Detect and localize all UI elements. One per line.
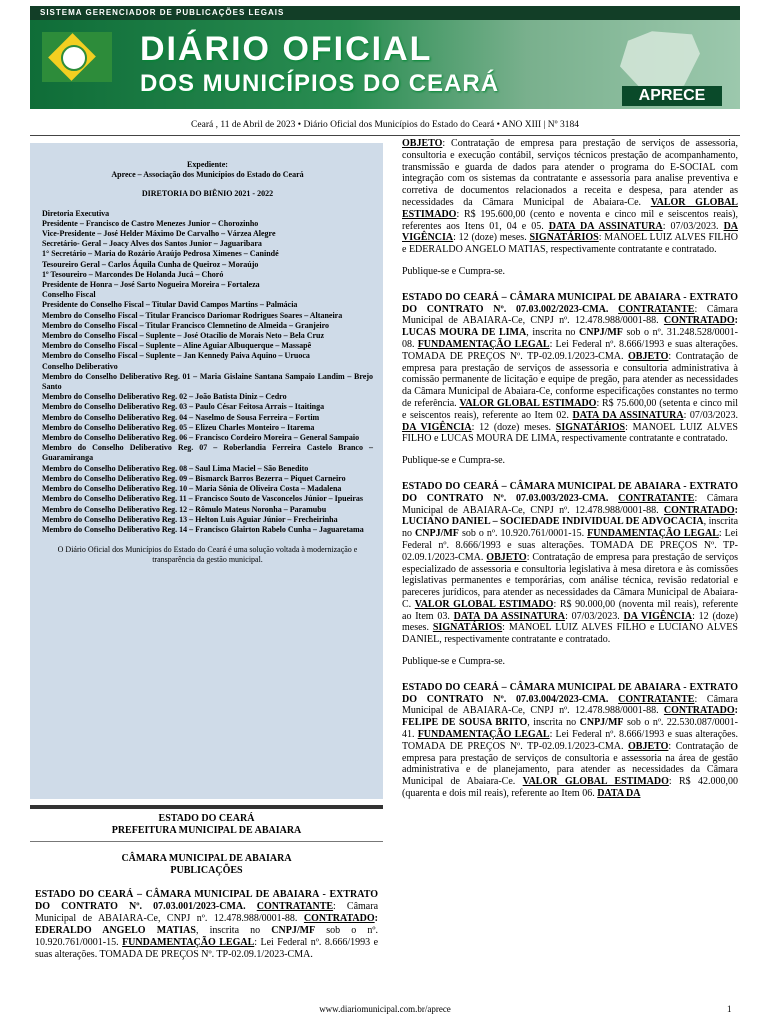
expediente-line: Membro do Conselho Deliberativo Reg. 01 – Maria Gislaine Santana Sampaio Landim – Brejo Santo [42,371,373,392]
label-vigencia: DA VIGÊNCIA [402,220,739,244]
flag-circle [61,45,87,71]
contratado-name: : FELIPE DE SOUSA BRITO [402,705,738,729]
text: sob o nº. 31.248.528/0001-08. [402,327,739,350]
issue-header: Ceará , 11 de Abril de 2023 • Diário Oficial dos Municípios do Estado do Ceará • ANO XIII | Nº 3184 [191,120,579,130]
banner-subtitle: DOS MUNICÍPIOS DO CEARÁ [140,70,500,97]
label-fundamentacao: FUNDAMENTAÇÃO LEGAL [417,338,550,350]
expediente-line: Membro do Conselho Deliberativo Reg. 14 – Francisco Glairton Rabelo Cunha – Jaguaretama [42,524,364,534]
publique-3: Publique-se e Cumpra-se. [402,656,506,668]
extrato-head: ESTADO DO CEARÁ – CÂMARA MUNICIPAL DE ABAIARA - EXTRATO DO CONTRATO Nº. 07.03.004/2023-CMA. [402,681,738,705]
label-valor: VALOR GLOBAL ESTIMADO [459,397,597,409]
expediente-line: Secretário- Geral – Joacy Alves dos Santos Junior – Jaguaribara [42,239,262,249]
expediente-line: Conselho Fiscal [42,290,96,300]
label-data: DATA DA ASSINATURA [453,610,566,622]
text: : Câmara Municipal de ABAIARA-Ce, CNPJ nº. 12.478.988/0001-88. [402,693,738,717]
text: : 07/03/2023. [662,220,724,232]
label-cnpj: CNPJ/MF [579,327,623,339]
label-contratante: CONTRATANTE [256,901,334,912]
left-column-body [35,853,378,971]
publicacoes-title: PUBLICAÇÕES [170,865,243,876]
label-objeto: OBJETO [486,551,527,563]
label-contratante: CONTRATANTE [618,303,695,315]
label-vigencia: DA VIGÊNCIA [623,610,693,622]
expediente-org: Aprece – Associação dos Municípios do Estado do Ceará [111,170,304,180]
label-signatarios: SIGNATÁRIOS [529,232,599,244]
expediente-line: Membro do Conselho Deliberativo Reg. 10 – Maria Sônia de Oliveira Costa – Madalena [42,484,342,494]
label-contratante: CONTRATANTE [618,693,695,705]
publique-1: Publique-se e Cumpra-se. [402,265,506,277]
section-header [30,805,383,842]
text: : R$ 42.000,00 (quarenta e dois mil reais), referente ao Item 06. [402,776,739,800]
expediente-list [42,209,373,536]
right-column [402,138,738,810]
label-objeto: OBJETO [402,138,443,149]
expediente-line: Diretoria Executiva [42,208,110,218]
expediente-line: Presidente – Francisco de Castro Menezes Junior – Chorozinho [42,218,259,228]
text: : Câmara Municipal de ABAIARA-Ce, CNPJ nº. 12.478.988/0001-88. [35,901,379,924]
footer-url[interactable]: www.diariomunicipal.com.br/aprece [319,1004,451,1014]
label-vigencia: DA VIGÊNCIA [402,421,472,433]
banner-top-text: SISTEMA GERENCIADOR DE PUBLICAÇÕES LEGAIS [30,6,740,20]
masthead-banner [30,6,740,109]
text: : Lei Federal nº. 8.666/1993 e suas alterações. TOMADA DE PREÇOS Nº. TP-02.09.1/2023-CMA. [402,528,738,563]
text: : Contratação de empresa para prestação de serviços de assessoria, consultoria e execução contábil, serviços técnicos prestação de acompanhamento, transmissão e guarda de dados para atender o programa do E-SOCIAL com integração com os sistemas da contratante e assessoria para analise preventiva e corretiva de documentos relacionados a receita e despesa, para atender as necessidades da Câmara Municipal de Abaiara-Ce. [402,138,738,208]
text: : MANOEL LUIZ ALVES FILHO e LUCIANO ALVES DANIEL, respectivamente contratante e contratado. [402,622,738,646]
expediente-line: 1° Secretário – Maria do Rozário Araújo Pedrosa Ximenes – Canindé [42,249,279,259]
expediente-line: Membro do Conselho Deliberativo Reg. 03 – Paulo César Feitosa Arrais – Itaitinga [42,402,325,412]
text: : Lei Federal nº. 8.666/1993 e suas alterações. TOMADA DE PREÇOS Nº. TP-02.09.1/2023-CMA. [402,729,738,752]
contratado-name: : EDERALDO ANGELO MATIAS [35,913,378,936]
aprece-logo: APRECE [622,86,722,106]
label-contratado: CONTRATADO [663,705,735,717]
label-valor: VALOR GLOBAL ESTIMADO [402,196,738,220]
text: : 12 (doze) meses. [402,610,738,634]
contratado-name: : LUCIANO DANIEL – SOCIEDADE INDIVIDUAL DE ADVOCACIA [402,504,738,528]
text: sob o nº. 10.920.761/0001-15. [458,528,588,540]
section-state: ESTADO DO CEARÁ [158,813,255,824]
expediente-line: Membro do Conselho Fiscal – Suplente – José Otacílio de Morais Neto – Bela Cruz [42,331,325,341]
expediente-diretoria: DIRETORIA DO BIÊNIO 2021 - 2022 [141,189,274,199]
label-signatarios: SIGNATÁRIOS [555,421,626,433]
label-contratante: CONTRATANTE [618,492,695,504]
expediente-line: Membro do Conselho Deliberativo Reg. 08 – Saul Lima Maciel – São Benedito [42,463,309,473]
label-contratado: CONTRATADO [663,504,735,516]
expediente-line: Presidente do Conselho Fiscal – Titular David Campos Martins – Palmácia [42,300,298,310]
expediente-line: Membro do Conselho Fiscal – Titular Francisco Clemnetino de Almeida – Granjeiro [42,320,330,330]
expediente-line: Membro do Conselho Deliberativo Reg. 02 – João Batista Diniz – Cedro [42,392,287,402]
text: : R$ 195.600,00 (cento e noventa e cinco mil e seiscentos reais), referentes aos Itens 01, 04 e 05. [402,208,738,232]
expediente-line: Membro do Conselho Deliberativo Reg. 07 – Roberlandia Ferreira Castelo Branco – Guaramiranga [42,443,373,463]
label-cnpj: CNPJ/MF [579,717,624,729]
expediente-line: Membro do Conselho Deliberativo Reg. 11 – Francisco Souto de Vasconcelos Júnior – Ipueiras [42,494,364,504]
text: : 07/03/2023. [683,409,738,421]
expediente-line: Membro do Conselho Deliberativo Reg. 13 – Helton Luis Aguiar Júnior – Frecheirinha [42,514,338,524]
publique-2: Publique-se e Cumpra-se. [402,455,506,467]
text: : R$ 90.000,00 (noventa mil reais), referente ao Item 03. [402,598,739,622]
expediente-line: Membro do Conselho Fiscal – Titular Francisco Dariomar Rodrigues Soares – Altaneira [42,310,343,320]
expediente-line: Membro do Conselho Fiscal – Suplente – Jan Kennedy Paiva Aquino – Uruoca [42,351,310,361]
expediente-note: O Diário Oficial dos Municípios do Estado do Ceará é uma solução voltada à modernização e transparência da gestão municipal. [57,545,358,565]
text: : Lei Federal nº. 8.666/1993 e suas alterações. TOMADA DE PREÇOS Nº. TP-02.09.1/2023-CMA. [402,338,738,362]
extrato-head: ESTADO DO CEARÁ – CÂMARA MUNICIPAL DE ABAIARA - EXTRATO DO CONTRATO Nº. 07.03.001/2023-CMA. [35,889,378,912]
text: sob o nº. 10.920.761/0001-15. [35,925,378,948]
expediente-line: Membro do Conselho Deliberativo Reg. 04 – Naselmo de Sousa Ferreira – Fortim [42,412,320,422]
text: : Lei Federal nº. 8.666/1993 e suas alterações. TOMADA DE PREÇOS Nº. TP-02.09.1/2023-CMA. [35,937,379,960]
expediente-line: Membro do Conselho Deliberativo Reg. 05 – Elizeu Charles Monteiro – Itarema [42,422,315,432]
text: , inscrita no [526,327,580,339]
text: : MANOEL LUIZ ALVES FILHO e EDERALDO ANGELO MATIAS, respectivamente contratante e contratado. [402,232,738,256]
label-valor: VALOR GLOBAL ESTIMADO [522,776,669,788]
text: : Câmara Municipal de ABAIARA-Ce, CNPJ nº. 12.478.988/0001-88. [402,303,738,327]
text: : Contratação de empresa para prestação de serviços de assessoria e consultoria administrativa à comissão permanente de licitação e equipe de pregão, para atender as necessidades da Câmara Municipal de Abaiara-Ce, conforme especificações constantes no termo de referência. [402,350,739,409]
extrato-head: ESTADO DO CEARÁ – CÂMARA MUNICIPAL DE ABAIARA - EXTRATO DO CONTRATO Nº. 07.03.003/2023-CMA. [402,480,738,504]
expediente-line: Membro do Conselho Deliberativo Reg. 12 – Rômulo Mateus Noronha – Paramubu [42,504,327,514]
expediente-line: Presidente de Honra – José Sarto Nogueira Moreira – Fortaleza [42,280,260,290]
expediente-line: Membro do Conselho Deliberativo Reg. 09 – Bismarck Barros Bezerra – Piquet Carneiro [42,473,346,483]
expediente-line: Vice-Presidente – José Helder Máximo De Carvalho – Várzea Alegre [42,229,276,239]
label-valor: VALOR GLOBAL ESTIMADO [414,598,554,610]
text: : 07/03/2023. [565,610,624,622]
text: , inscrita no [527,717,580,729]
label-fundamentacao: FUNDAMENTAÇÃO LEGAL [417,729,550,741]
expediente-title: Expediente: [187,160,228,169]
label-data: DATA DA ASSINATURA [548,220,663,232]
text: sob o nº. 22.530.087/0001-41. [402,717,738,741]
expediente-line: 1º Tesoureiro – Marcondes De Holanda Jucá – Choró [42,269,224,279]
label-objeto: OBJETO [628,350,669,362]
expediente-line: Membro do Conselho Deliberativo Reg. 06 – Francisco Cordeiro Moreira – General Sampaio [42,433,360,443]
section-prefeitura: PREFEITURA MUNICIPAL DE ABAIARA [111,825,302,836]
camara-title: CÂMARA MUNICIPAL DE ABAIARA [121,853,292,864]
text: : Contratação de empresa para prestação de serviços especializado de assessoria e consultoria legislativa à mesa diretora e às comissões legislativas permanentes e temporárias, com análise técnica, revisão redatorial e pareceres jurídicos, para atender as necessidades da Câmara Municipal de Abaiara-C. [402,551,738,610]
label-cnpj: CNPJ/MF [415,528,459,540]
text: : 12 (doze) meses. [471,421,556,433]
text: : Câmara Municipal de ABAIARA-Ce, CNPJ nº. 12.478.988/0001-88. [402,492,738,516]
label-data: DATA DA [597,788,641,800]
label-fundamentacao: FUNDAMENTAÇÃO LEGAL [122,937,255,948]
label-contratado: CONTRATADO [663,315,735,327]
extrato-head: ESTADO DO CEARÁ – CÂMARA MUNICIPAL DE ABAIARA - EXTRATO DO CONTRATO Nº. 07.03.002/2023-CMA. [402,291,738,315]
text: , inscrita no [195,925,272,936]
label-objeto: OBJETO [628,740,669,752]
label-data: DATA DA ASSINATURA [572,409,684,421]
page-number: 1 [727,1004,732,1014]
text: , inscrita no [402,516,739,540]
expediente-line: Membro do Conselho Fiscal – Suplente – Aline Aguiar Albuquerque – Massapê [42,341,312,351]
text: : Contratação de empresa para prestação de serviços de consultoria e assessoria na área de gestão administrativa e de planejamento, para atender as necessidades da Câmara Municipal de Abaiara-Ce. [402,740,739,788]
contratado-name: : LUCAS MOURA DE LIMA [402,315,738,339]
banner-title: DIÁRIO OFICIAL [140,30,433,68]
label-contratado: CONTRATADO [303,913,375,924]
header-divider [30,135,740,136]
text: : R$ 75.600,00 (setenta e cinco mil e seiscentos reais), referente ao Item 02. [402,397,738,421]
label-signatarios: SIGNATÁRIOS [432,622,503,634]
expediente-line: Conselho Deliberativo [42,361,118,371]
label-fundamentacao: FUNDAMENTAÇÃO LEGAL [587,528,719,540]
text: : 12 (doze) meses. [453,232,530,244]
expediente-line: Tesoureiro Geral – Carlos Áquila Cunha de Queiroz – Moraújo [42,259,259,269]
text: : MANOEL LUIZ ALVES FILHO e LUCAS MOURA DE LIMA, respectivamente contratante e contratado. [402,421,738,445]
label-cnpj: CNPJ/MF [271,925,316,936]
expediente-box [30,143,383,799]
